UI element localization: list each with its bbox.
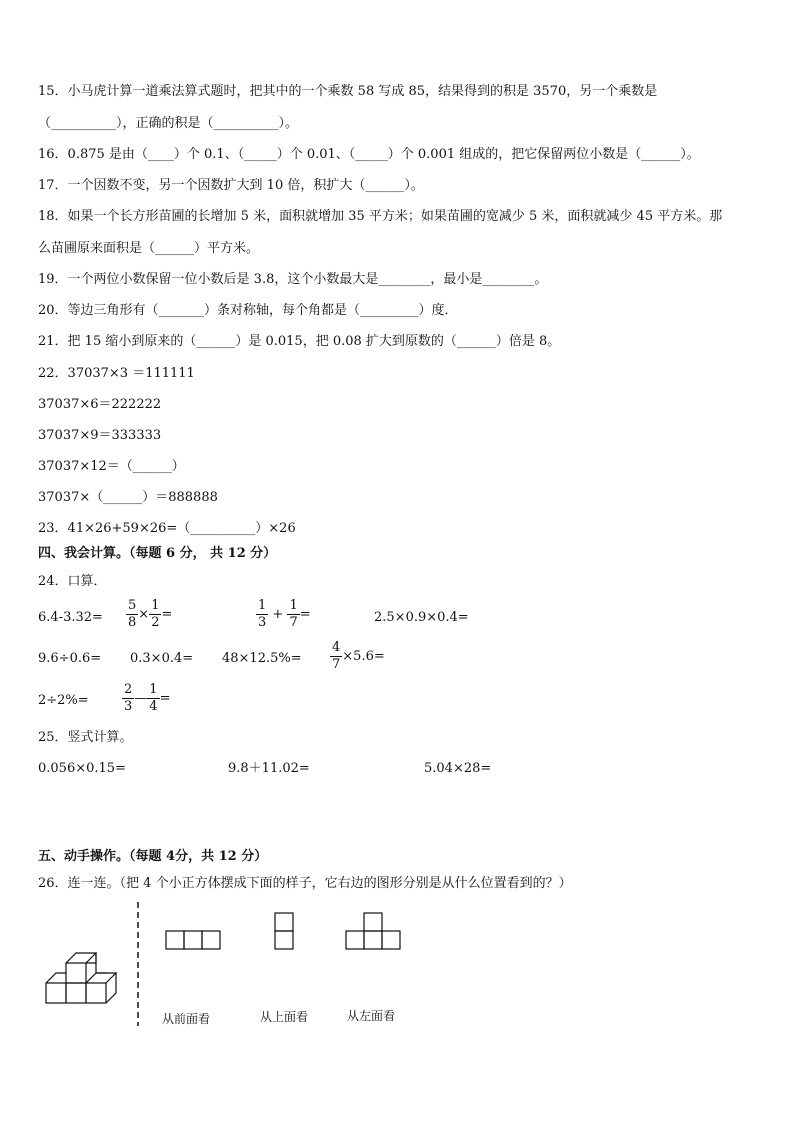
fraction: $\frac{1}{2}$: [151, 598, 160, 630]
fraction: $\frac{4}{7}$: [332, 640, 341, 672]
q22-line3: 37037×9＝333333: [38, 428, 162, 443]
calc-r2-b: 0.3×0.4=: [130, 651, 194, 666]
fraction: $\frac{5}{8}$: [128, 598, 137, 630]
q25-a: 0.056×0.15=: [38, 761, 126, 776]
q21: 21．把 15 缩小到原来的（______）是 0.015，把 0.08 扩大到原数的（______）倍是 8。: [38, 334, 561, 349]
label-top-view: 从上面看: [260, 1010, 309, 1024]
q22-line1: 22．37037×3 ＝111111: [38, 366, 195, 381]
calc-r2-d: $\frac{4}{7}$ ×5.6=: [332, 640, 385, 672]
cube-arrangement-figure: [40, 940, 130, 1015]
fraction: $\frac{1}{3}$: [258, 598, 267, 630]
fraction: $\frac{1}{4}$: [149, 682, 158, 714]
q22-line2: 37037×6＝222222: [38, 397, 162, 412]
calc-r1-a: 6.4-3.32=: [38, 610, 103, 625]
view-three-in-row: [165, 930, 223, 952]
calc-r1-b: $\frac{5}{8}$ × $\frac{1}{2}$ =: [128, 598, 173, 630]
calc-r2-a: 9.6÷0.6=: [38, 651, 102, 666]
q17: 17．一个因数不变，另一个因数扩大到 10 倍，积扩大（______）。: [38, 178, 424, 193]
label-left-view: 从左面看: [347, 1009, 396, 1023]
section4-title: 四、我会计算。（每题 6 分， 共 12 分）: [38, 546, 277, 561]
q20: 20．等边三角形有（_______）条对称轴，每个角都是（_________）度．: [38, 303, 458, 318]
q16: 16．0.875 是由（____）个 0.1、（_____）个 0.01、（_____）个 0.001 组成的，把它保留两位小数是（______）。: [38, 147, 700, 162]
view-t-shape: [345, 912, 405, 952]
dashed-divider: [136, 902, 140, 1026]
view-two-stacked: [274, 912, 296, 952]
q22-line4: 37037×12＝（______）: [38, 459, 185, 474]
q25-c: 5.04×28=: [424, 761, 492, 776]
q18-line2: 么苗圃原来面积是（______）平方米。: [38, 241, 260, 256]
q22-line5: 37037×（______）＝888888: [38, 490, 218, 505]
q25: 25．竖式计算。: [38, 730, 133, 745]
q15-line1: 15．小马虎计算一道乘法算式题时，把其中的一个乘数 58 写成 85，结果得到的积是 3570，另一个乘数是: [38, 84, 658, 99]
calc-r3-b: $\frac{2}{3}$ — $\frac{1}{4}$ =: [124, 682, 171, 714]
calc-r1-d: 2.5×0.9×0.4=: [374, 610, 469, 625]
calc-r2-c: 48×12.5%=: [222, 651, 302, 666]
calc-r3-a: 2÷2%=: [38, 693, 89, 708]
q25-b: 9.8＋11.02=: [228, 761, 310, 776]
q18-line1: 18．如果一个长方形苗圃的长增加 5 米，面积就增加 35 平方米；如果苗圃的宽减少 5 米，面积就减少 45 平方米。那: [38, 209, 723, 224]
fraction: $\frac{1}{7}$: [289, 598, 298, 630]
q19: 19．一个两位小数保留一位小数后是 3.8，这个小数最大是________，最小是________。: [38, 272, 548, 287]
section5-title: 五、动手操作。（每题 4分，共 12 分）: [38, 849, 268, 864]
q15-line2: （__________），正确的积是（__________）。: [38, 116, 299, 131]
fraction: $\frac{2}{3}$: [124, 682, 133, 714]
q24: 24．口算．: [38, 574, 107, 589]
calc-r1-c: $\frac{1}{3}$ + $\frac{1}{7}$ =: [258, 598, 311, 630]
q26: 26．连一连。（把 4 个小正方体摆成下面的样子，它右边的图形分别是从什么位置看到的？）: [38, 876, 572, 891]
label-front-view: 从前面看: [162, 1012, 211, 1026]
q23: 23．41×26+59×26=（__________）×26: [38, 521, 296, 536]
